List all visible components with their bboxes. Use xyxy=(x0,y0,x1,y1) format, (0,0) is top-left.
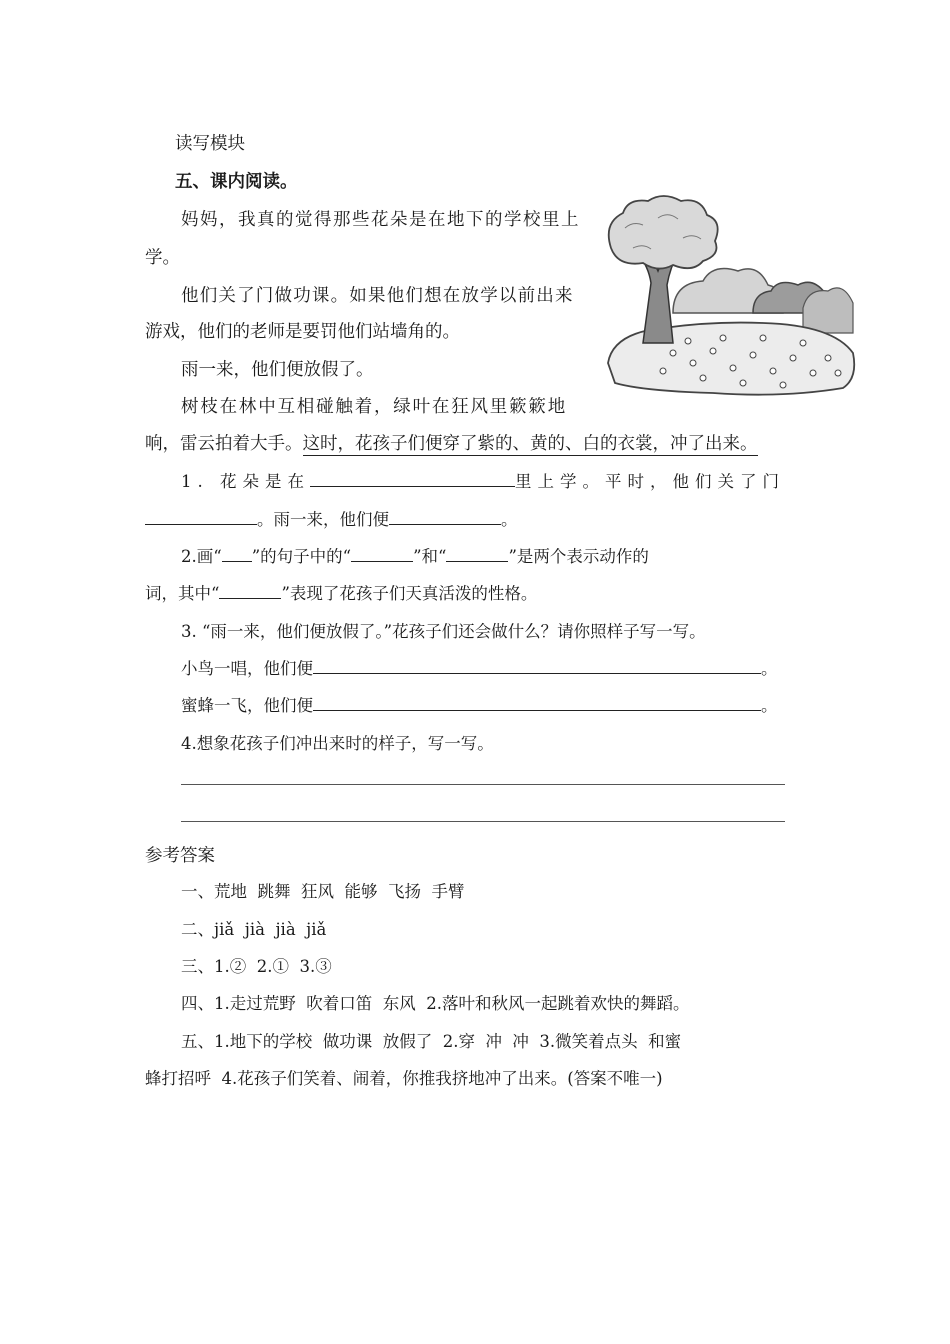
answers-title: 参考答案 xyxy=(145,846,215,866)
passage-p4-line2 xyxy=(145,430,758,455)
q2-text-f: ”表现了花孩子们天真活泼的性格。 xyxy=(281,584,538,603)
q4-prompt: 4.想象花孩子们冲出来时的样子，写一写。 xyxy=(181,734,494,753)
q3-line2-label: 蜜蜂一飞，他们便 xyxy=(181,696,313,715)
section-title: 读写模块 xyxy=(175,134,245,154)
q1-blank-3[interactable] xyxy=(389,508,501,526)
q1-line2 xyxy=(145,506,518,530)
answer-5-line1: 五、1.地下的学校 做功课 放假了 2.穿 冲 冲 3.微笑着点头 和蜜 xyxy=(181,1032,682,1051)
passage-p4-line1: 树枝在林中互相碰触着，绿叶在狂风里簌簌地 xyxy=(181,397,567,417)
answer-1: 一、荒地 跳舞 狂风 能够 飞扬 手臂 xyxy=(181,882,465,901)
passage-p2-line2: 游戏，他们的老师是要罚他们站墙角的。 xyxy=(145,322,460,342)
q2-blank-1[interactable] xyxy=(222,545,252,563)
answer-3: 三、1.② 2.① 3.③ xyxy=(181,957,332,976)
q1-blank-1[interactable] xyxy=(310,470,515,488)
q4-answer-line-1[interactable] xyxy=(181,784,785,785)
q2-blank-2[interactable] xyxy=(351,545,413,563)
q2-blank-4[interactable] xyxy=(219,582,281,600)
passage-p2-line1: 他们关了门做功课。如果他们想在放学以前出来 xyxy=(181,286,574,306)
answer-2: 二、jiǎ jià jià jiǎ xyxy=(181,920,327,939)
q1-blank-2[interactable] xyxy=(145,508,257,526)
q1-line1 xyxy=(181,468,785,492)
passage-p4-plain: 响，雷云拍着大手。 xyxy=(145,434,303,454)
q1-text-d: 。 xyxy=(501,510,518,529)
passage-p1-line1: 妈妈，我真的觉得那些花朵是在地下的学校里上 xyxy=(181,210,580,230)
passage-p3: 雨一来，他们便放假了。 xyxy=(181,360,374,380)
tree-and-flowers-illustration xyxy=(603,193,861,405)
q2-text-b: ”的句子中的“ xyxy=(251,547,352,566)
q3-line1 xyxy=(181,655,778,679)
q3-line2 xyxy=(181,692,778,716)
q2-text-a: 2.画“ xyxy=(181,547,222,566)
q2-text-d: ”是两个表示动作的 xyxy=(508,547,649,566)
answer-5-line2: 蜂打招呼 4.花孩子们笑着、闹着，你推我挤地冲了出来。(答案不唯一) xyxy=(145,1069,663,1088)
answer-4: 四、1.走过荒野 吹着口笛 东风 2.落叶和秋风一起跳着欢快的舞蹈。 xyxy=(181,994,690,1013)
q2-blank-3[interactable] xyxy=(446,545,508,563)
q2-line1 xyxy=(181,543,649,567)
q3-line1-end: 。 xyxy=(761,659,778,678)
q2-line2 xyxy=(145,580,537,604)
exercise-heading: 五、课内阅读。 xyxy=(175,172,298,192)
q3-line1-label: 小鸟一唱，他们便 xyxy=(181,659,313,678)
q2-text-c: ”和“ xyxy=(413,547,447,566)
q3-blank-2[interactable] xyxy=(313,694,761,712)
q1-text-b: 里上学。平时，他们关了门 xyxy=(515,472,785,491)
q1-text-a: 1. 花朵是在 xyxy=(181,472,310,491)
q1-text-c: 。雨一来，他们便 xyxy=(257,510,389,529)
passage-p1-line2: 学。 xyxy=(145,248,180,268)
q3-prompt: 3. “雨一来，他们便放假了。”花孩子们还会做什么？请你照样子写一写。 xyxy=(181,622,706,641)
q2-text-e: 词，其中“ xyxy=(145,584,220,603)
q4-answer-line-2[interactable] xyxy=(181,821,785,822)
passage-p4-underlined-sentence: 这时，花孩子们便穿了紫的、黄的、白的衣裳，冲了出来。 xyxy=(302,434,758,454)
q3-line2-end: 。 xyxy=(761,696,778,715)
q3-blank-1[interactable] xyxy=(313,657,761,675)
